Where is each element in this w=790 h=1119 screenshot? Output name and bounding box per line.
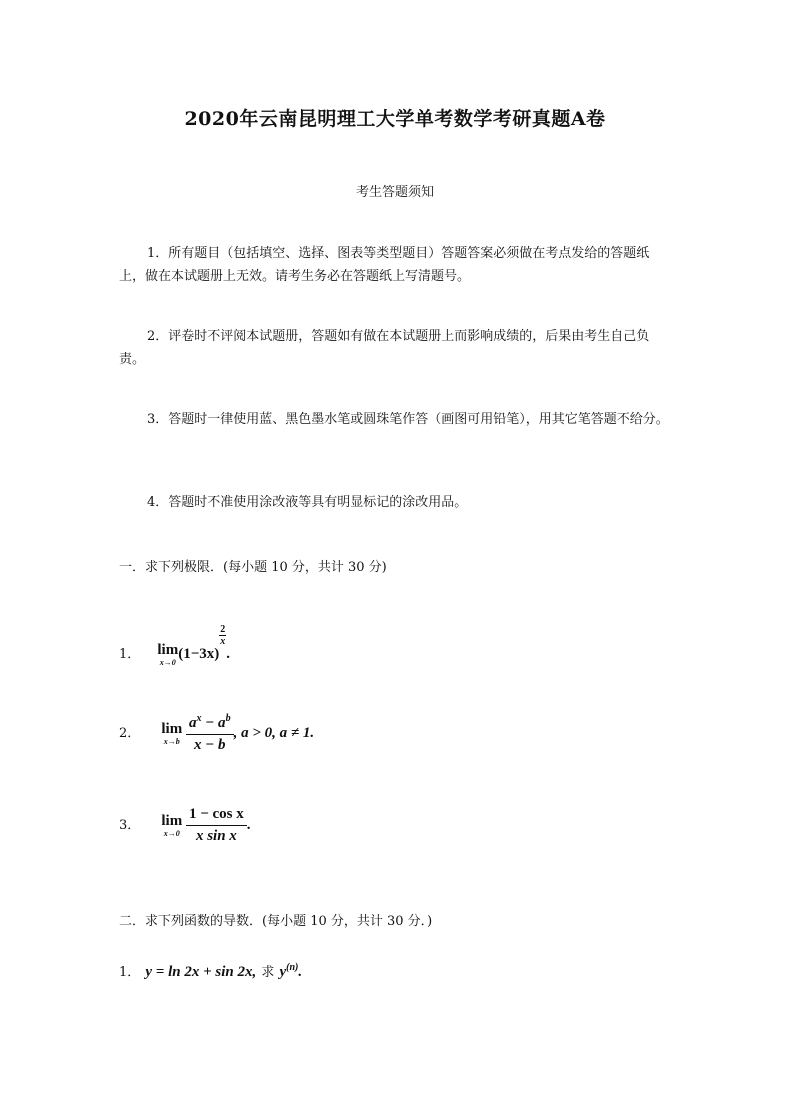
notice-heading: 考生答题须知 [355,185,434,200]
notice-3 [119,408,671,431]
formula: y = ln 2x + sin 2x, [145,964,257,980]
limit-operator: lim x→b [161,720,183,746]
formula: lim x→0 (1−3x) $\frac{2}{x}$ . [157,624,231,667]
formula: lim x→0 $\frac{\text{1 − cos x}}{\text{x sin x}}$ . [161,806,251,844]
fraction: $\frac{a^x - a^b}{x - b}$ [186,713,234,754]
exponent-fraction: $\frac{2}{x}$ [220,624,226,647]
ask-text: 求 [261,965,275,980]
limit-base: (1−3x) [178,646,220,662]
notice-2 [119,325,671,371]
page-title: 2020年云南昆明理工大学单考数学考研真题A卷 [184,108,606,130]
condition: , a > 0, a ≠ 1. [233,724,315,741]
notice-1 [119,242,671,288]
formula [161,713,315,753]
notice-3-text: 3．答题时一律使用蓝、黑色墨水笔或圆珠笔作答（画图可用铅笔），用其它笔答题不给分。 [147,412,669,427]
notice-4 [119,491,671,514]
notice-1-text: 1．所有题目（包括填空、选择、图表等类型题目）答题答案必须做在考点发给的答题纸上，做在本试题册上无效。请考生务必在答题纸上写清题号。 [119,246,650,284]
question-1-3 [119,806,251,845]
notice-2-text: 2．评卷时不评阅本试题册，答题如有做在本试题册上而影响成绩的，后果由考生自己负责。 [119,329,650,367]
question-2-1 [119,961,302,981]
section-2-heading: 二．求下列函数的导数．(每小题 10 分，共计 30 分．) [119,914,433,929]
question-1-1 [119,624,230,667]
derivative-target: $y^{(n)}$. [279,962,303,980]
question-number: 1． [119,965,141,980]
fraction: $\frac{\text{1 − cos x}}{\text{x sin x}}$ [186,806,247,845]
question-number: 1． [119,647,141,662]
limit-operator: lim x→0 [157,641,179,667]
question-1-2 [119,713,314,754]
notice-4-text: 4．答题时不准使用涂改液等具有明显标记的涂改用品。 [147,495,468,510]
question-number: 3． [119,817,141,833]
limit-operator: lim x→0 [161,812,183,838]
question-number: 2． [119,725,141,741]
section-1-heading: 一．求下列极限．(每小题 10 分，共计 30 分) [119,560,387,575]
